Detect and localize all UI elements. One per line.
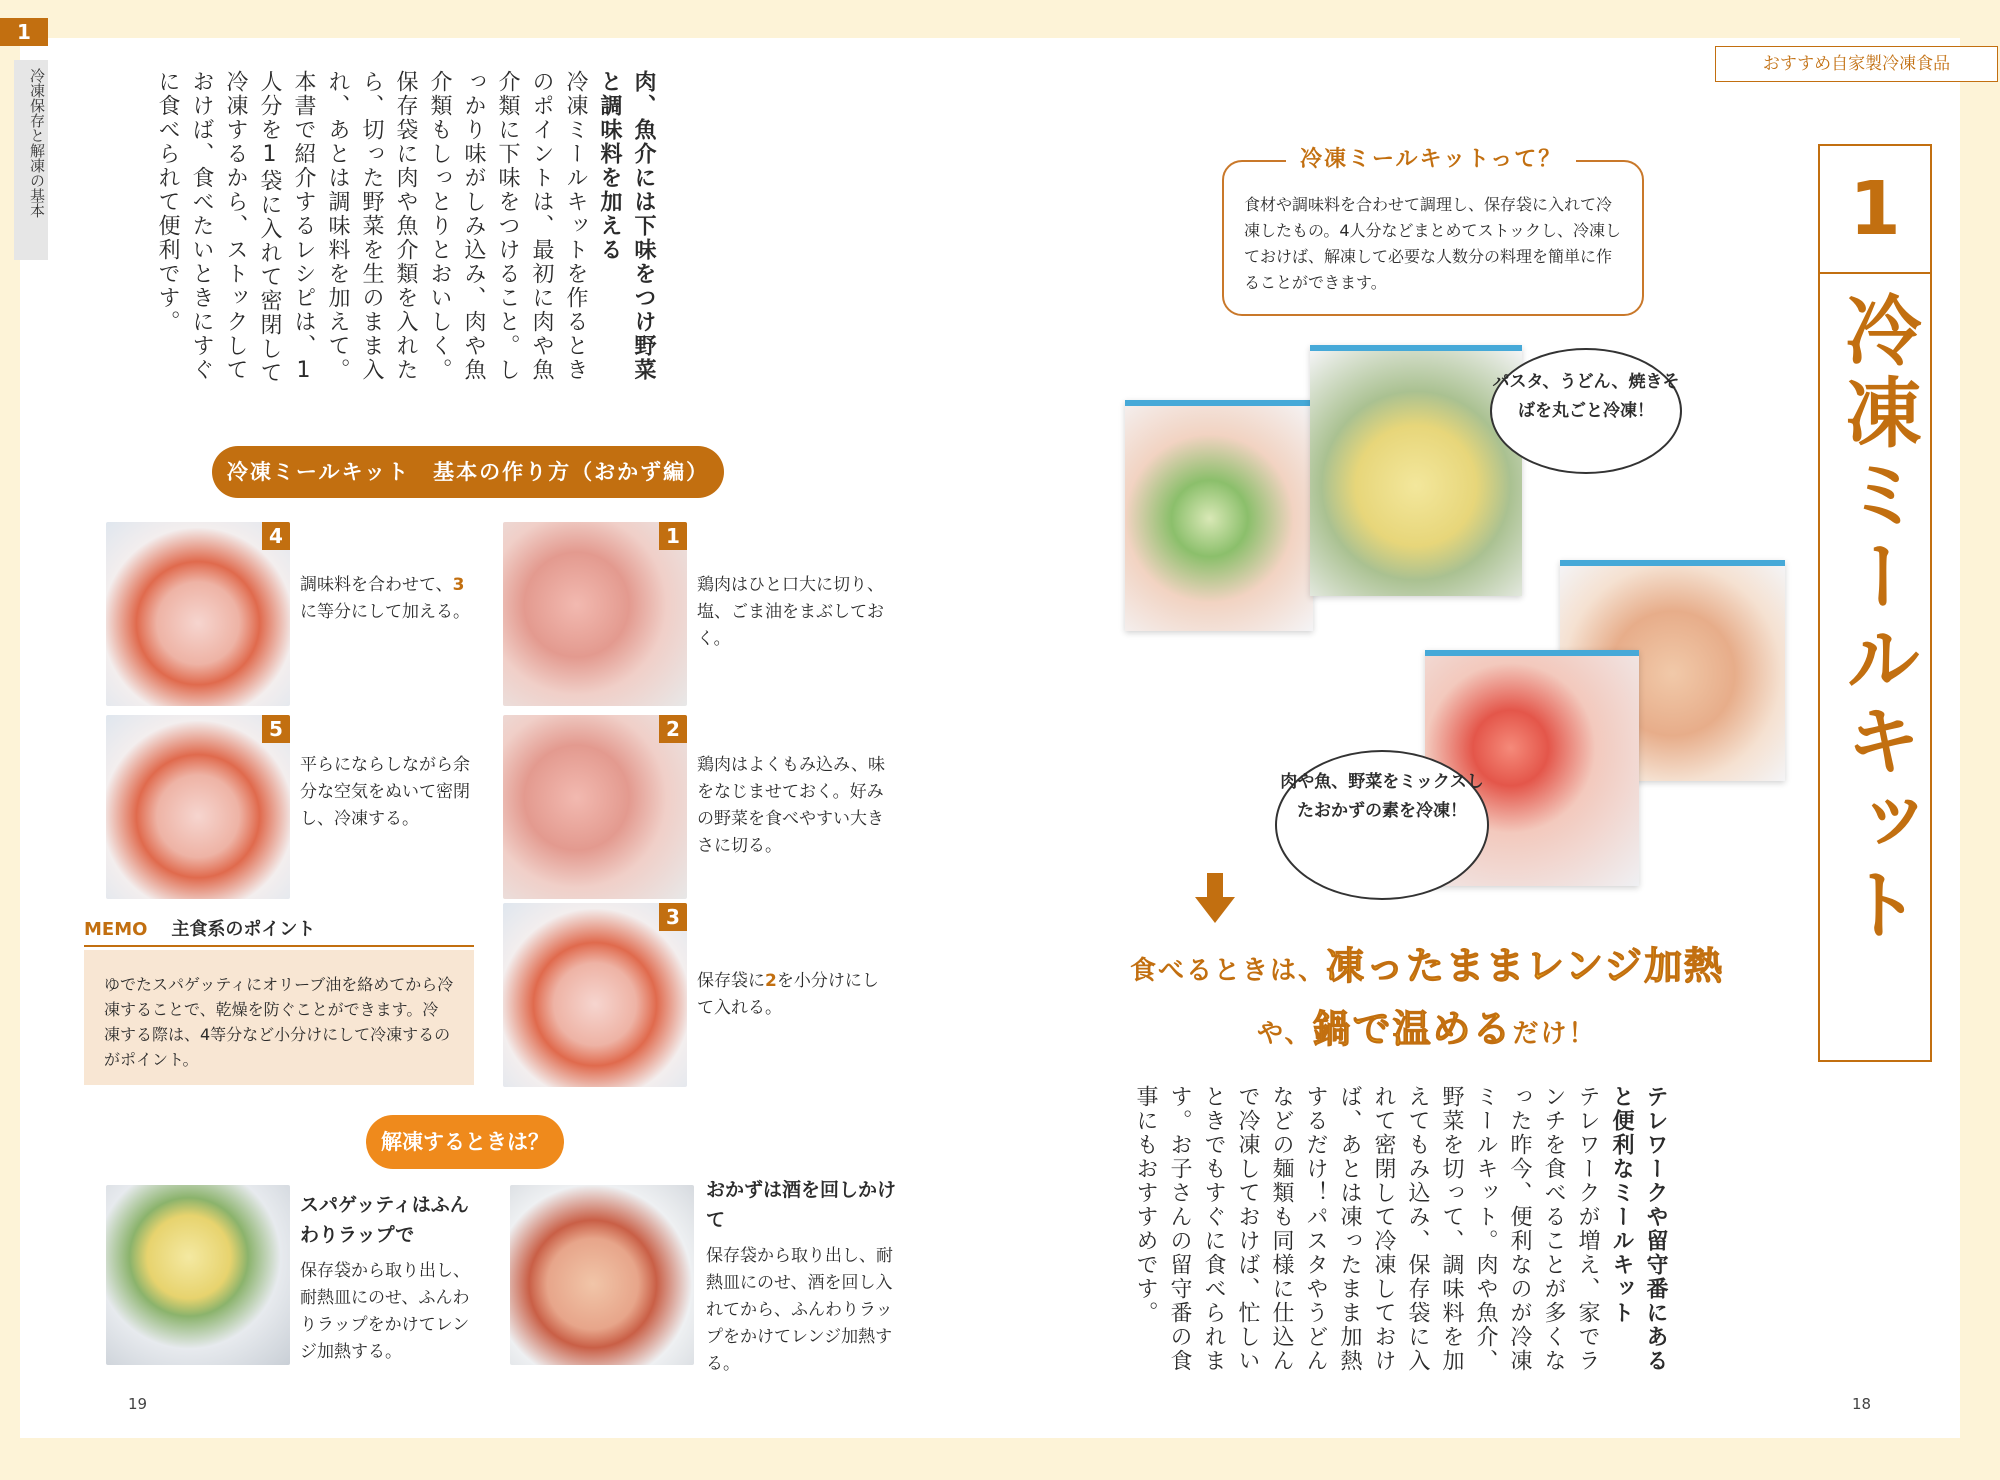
memo-header	[84, 915, 474, 947]
thaw-okazu-photo	[510, 1185, 694, 1365]
title-box	[1818, 144, 1932, 1062]
eat-1a: 食べるときは、	[1130, 956, 1327, 986]
step-3-text-b: を小分けにして入れる。	[697, 971, 879, 1018]
title-divider	[1820, 272, 1930, 274]
step-5-text: 平らにならしながら余分な空気をぬいて密閉し、冷凍する。	[300, 755, 470, 829]
thaw-spaghetti-photo	[106, 1185, 290, 1365]
eat-line-2	[1257, 998, 1597, 1053]
thaw-okazu-body: 保存袋から取り出し、耐熱皿にのせ、酒を回し入れてから、ふんわりラップをかけてレンジ加熱する。	[706, 1246, 893, 1374]
eat-line-1	[1130, 935, 1724, 990]
eat-2c: だけ！	[1512, 1019, 1597, 1049]
chapter-number-tab: 1	[0, 18, 48, 46]
eat-2a: や、	[1257, 1019, 1313, 1049]
body-main: テレワークが増え、家でランチを食べることが多くなった昨今、便利なのが冷凍ミールキット。肉や魚介、野菜を切って、調味料を加えてもみ込み、保存袋に入れて密閉して冷凍しておけば、あとは凍ったまま加熱するだけ！パスタやうどんなどの麺類も同様に仕込んで冷凍しておけば、忙しいときでもすぐに食べられます。お子さんの留守番の食事にもおすすめです。	[1133, 1085, 1600, 1373]
step-2-photo	[503, 715, 687, 899]
memo-box: ゆでたスパゲッティにオリーブ油を絡めてから冷凍することで、乾燥を防ぐことができます。冷凍する際は、4等分など小分けにして冷凍するのがポイント。	[84, 950, 474, 1085]
step-1-photo	[503, 522, 687, 706]
what-is-label: 冷凍ミールキットって？	[1286, 142, 1576, 173]
thaw-spaghetti-body: 保存袋から取り出し、耐熱皿にのせ、ふんわりラップをかけてレンジ加熱する。	[300, 1261, 470, 1362]
step-3-text-a: 保存袋に	[697, 971, 765, 991]
step-3-photo	[503, 903, 687, 1087]
thaw-title: 解凍するときは？	[366, 1115, 564, 1169]
step-4-highlight: 3	[452, 575, 465, 595]
step-3-highlight: 2	[765, 971, 777, 991]
what-is-box: 食材や調味料を合わせて調理し、保存袋に入れて冷凍したもの。4人分などまとめてストックし、冷凍しておけば、解凍して必要な人数分の料理を簡単に作ることができます。	[1222, 160, 1644, 316]
arrow-down-icon	[1195, 873, 1235, 925]
step-2-text: 鶏肉はよくもみ込み、味をなじませておく。好みの野菜を食べやすい大きさに切る。	[697, 755, 886, 856]
body-text	[1128, 1085, 1672, 1385]
page-number-left: 19	[128, 1395, 148, 1413]
intro-lead: 肉、魚介には下味をつけ野菜と調味料を加える	[597, 70, 656, 382]
title-number: 1	[1849, 166, 1901, 252]
speech-bubble-noodles: パスタ、うどん、焼きそばを丸ごと冷凍！	[1490, 348, 1682, 474]
frozen-kit-photo	[1125, 400, 1313, 631]
eat-2b: 鍋で温める	[1312, 1007, 1513, 1051]
section-tag: おすすめ自家製冷凍食品	[1715, 46, 1998, 82]
thaw-spaghetti-head: スパゲッティはふんわりラップで	[300, 1194, 469, 1246]
page-title: 冷凍ミールキット	[1833, 291, 1922, 947]
body-lead: テレワークや留守番にあると便利なミールキット	[1609, 1085, 1668, 1373]
step-4-text-b: に等分にして加える。	[300, 602, 470, 622]
memo-label: MEMO	[84, 919, 148, 940]
frozen-pasta-photo	[1310, 345, 1522, 596]
steps-title: 冷凍ミールキット 基本の作り方（おかず編）	[212, 446, 724, 498]
step-2-number: 2	[659, 715, 687, 743]
step-3-number: 3	[659, 903, 687, 931]
memo-title: 主食系のポイント	[171, 919, 316, 940]
intro-body: 冷凍ミールキットを作るときのポイントは、最初に肉や魚介類に下味をつけること。しっかり味がしみ込み、肉や魚介類もしっとりとおいしく。保存袋に肉や魚介類を入れたら、切った野菜を生のまま入れ、あとは調味料を加えて。本書で紹介するレシピは、1人分を1袋に入れて密閉して冷凍するから、ストックしておけば、食べたいときにすぐに食べられて便利です。	[155, 70, 588, 385]
speech-bubble-okazu: 肉や魚、野菜をミックスしたおかずの素を冷凍！	[1275, 750, 1489, 900]
chapter-title: 冷凍保存と解凍の基本	[14, 60, 48, 260]
page-number-right: 18	[1852, 1395, 1872, 1413]
step-4-photo	[106, 522, 290, 706]
step-4-text	[300, 572, 476, 626]
step-4-text-a: 調味料を合わせて、	[300, 575, 453, 595]
intro-text	[150, 70, 660, 390]
eat-1b: 凍ったままレンジ加熱	[1326, 944, 1725, 988]
step-4-number: 4	[262, 522, 290, 550]
thaw-okazu-head: おかずは酒を回しかけて	[706, 1179, 897, 1231]
step-1-text: 鶏肉はひと口大に切り、塩、ごま油をまぶしておく。	[697, 575, 884, 649]
step-5-photo	[106, 715, 290, 899]
step-3-text	[697, 968, 887, 1022]
step-5-number: 5	[262, 715, 290, 743]
step-1-number: 1	[659, 522, 687, 550]
